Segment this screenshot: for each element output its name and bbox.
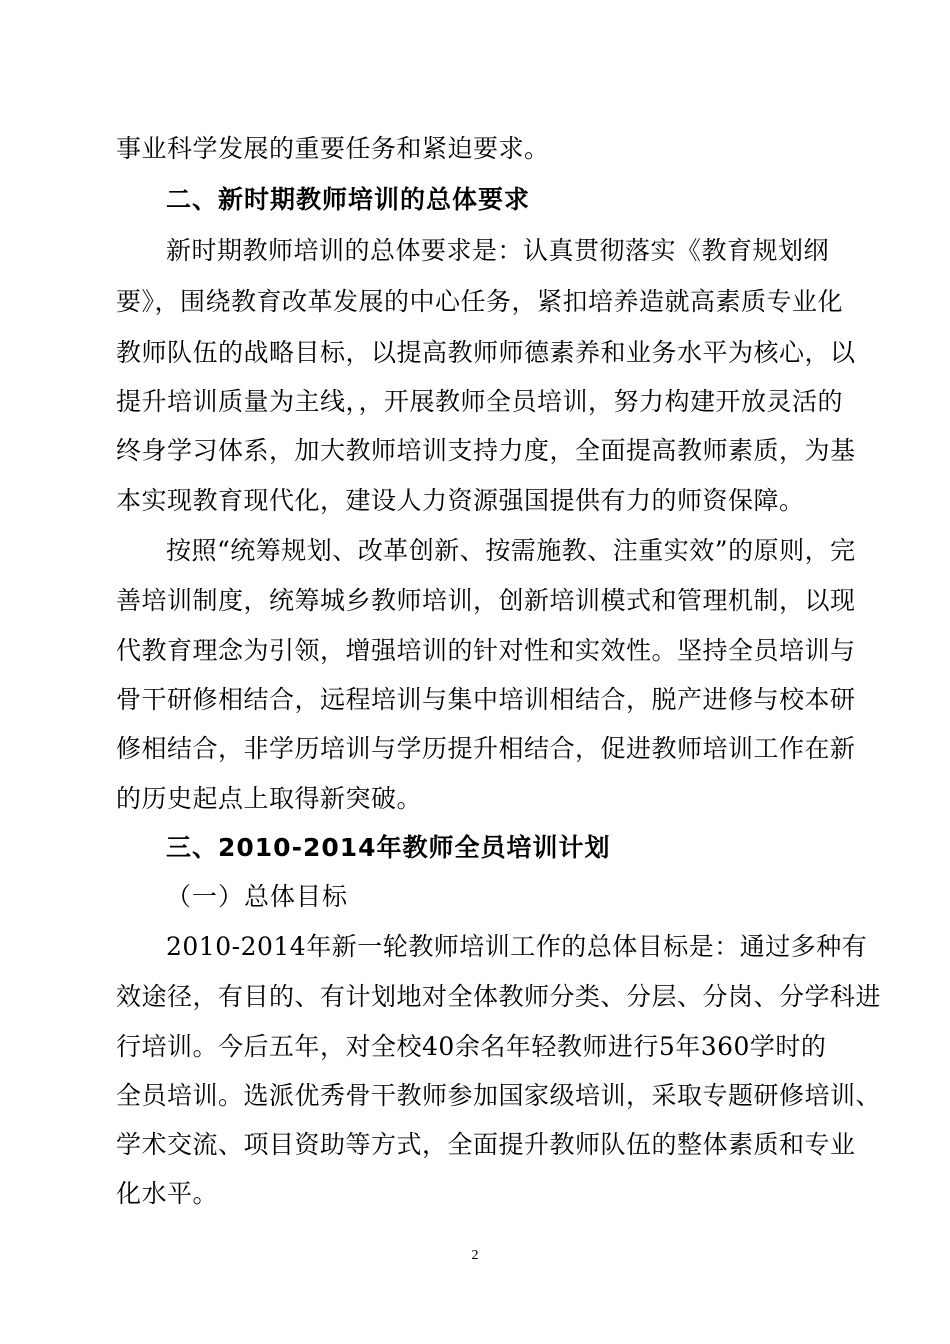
body-text-line: 教师队伍的战略目标，以提高教师师德素养和业务水平为核心，以 <box>116 338 856 367</box>
body-text-line: 学术交流、项目资助等方式，全面提升教师队伍的整体素质和专业 <box>116 1130 856 1159</box>
body-text-line: 全员培训。选派优秀骨干教师参加国家级培训，采取专题研修培训、 <box>116 1081 882 1110</box>
body-text-line: 行培训。今后五年，对全校40余名年轻教师进行5年360学时的 <box>116 1032 827 1061</box>
body-text-line: 效途径，有目的、有计划地对全体教师分类、分层、分岗、分学科进 <box>116 982 882 1011</box>
body-text-line: 的历史起点上取得新突破。 <box>116 784 423 813</box>
body-text-line: 终身学习体系，加大教师培训支持力度，全面提高教师素质，为基 <box>116 436 856 465</box>
body-text-line: 修相结合，非学历培训与学历提升相结合，促进教师培训工作在新 <box>116 734 856 763</box>
body-text-line: 代教育理念为引领，增强培训的针对性和实效性。坚持全员培训与 <box>116 636 856 665</box>
paragraph-first-line: 2010-2014年新一轮教师培训工作的总体目标是：通过多种有 <box>166 932 868 961</box>
body-text-line: 善培训制度，统筹城乡教师培训，创新培训模式和管理机制，以现 <box>116 586 856 615</box>
body-text-line: 化水平。 <box>116 1179 219 1208</box>
page-number: 2 <box>471 1248 479 1263</box>
body-text-line: 提升培训质量为主线，，开展教师全员培训，努力构建开放灵活的 <box>116 387 844 416</box>
paragraph-first-line: 按照“统筹规划、改革创新、按需施教、注重实效”的原则，完 <box>166 536 856 565</box>
body-text-line: 要》，围绕教育改革发展的中心任务，紧扣培养造就高素质专业化 <box>116 287 844 316</box>
paragraph-first-line: 新时期教师培训的总体要求是：认真贯彻落实《教育规划纲 <box>166 236 830 265</box>
section-heading: 二、新时期教师培训的总体要求 <box>166 185 531 214</box>
subsection-heading: （一）总体目标 <box>166 882 349 911</box>
body-text-line: 骨干研修相结合，远程培训与集中培训相结合，脱产进修与校本研 <box>116 685 856 714</box>
section-heading: 三、2010-2014年教师全员培训计划 <box>166 833 611 862</box>
body-text-line: 本实现教育现代化，建设人力资源强国提供有力的师资保障。 <box>116 486 805 515</box>
body-text-line: 事业科学发展的重要任务和紧迫要求。 <box>116 134 550 163</box>
